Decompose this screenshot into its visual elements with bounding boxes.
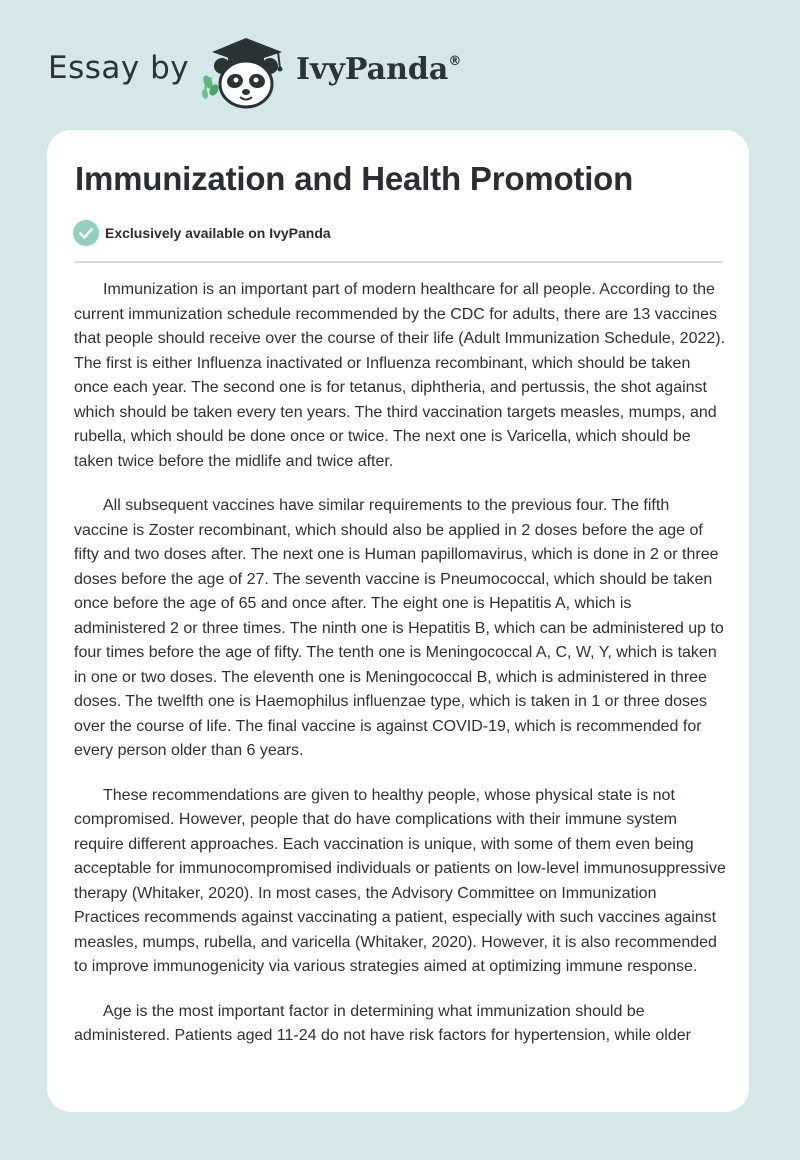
leaf-icon — [201, 74, 220, 99]
paragraph: Age is the most important factor in determining what immunization should be administered. Patients aged 11-24 do not have risk factors for hypertension, while older — [74, 1002, 691, 1044]
exclusive-badge-label: Exclusively available on IvyPanda — [105, 225, 331, 241]
essay-card — [47, 130, 749, 1112]
essay-body — [74, 278, 726, 1069]
ivypanda-logo-icon[interactable] — [198, 34, 294, 110]
site-header — [0, 0, 800, 130]
paragraph: Immunization is an important part of modern healthcare for all people. According to the current immunization schedule recommended by the CDC for adults, there are 13 vaccines that people should receive over the course of their life (Adult Immunization Schedule, 2022). The first is either Influenza inactivated or Influenza recombinant, which should be taken once each year. The second one is for tetanus, diphtheria, and pertussis, the shot against which should be taken every ten years. The third vaccination targets measles, mumps, and rubella, which should be done once or twice. The next one is Varicella, which should be taken twice before the midlife and twice after. — [74, 281, 726, 470]
essay-by-label: Essay by — [48, 50, 190, 86]
brand-text: IvyPanda — [296, 52, 449, 87]
checkmark-icon — [73, 220, 99, 246]
paragraph: These recommendations are given to healthy people, whose physical state is not compromised. However, people that do have complications with their immune system require different approaches. Each vaccination is unique, with some of them even being acceptable for immunocompromised individuals or patients on low-level immunosuppressive therapy (Whitaker, 2020). In most cases, the Advisory Committee on Immunization Practices recommends against vaccinating a patient, especially with such vaccines against measles, mumps, rubella, and varicella (Whitaker, 2020). However, it is also recommended to improve immunogenicity via various strategies aimed at optimizing immune response. — [74, 786, 726, 975]
registered-mark: ® — [448, 54, 462, 69]
paragraph: All subsequent vaccines have similar requirements to the previous four. The fifth vaccine is Zoster recombinant, which should also be applied in 2 doses before the age of fifty and two doses after. The next one is Human papillomavirus, which is done in 2 or three doses before the age of 27. The seventh vaccine is Pneumococcal, which should be taken once before the age of 65 and once after. The eight one is Hepatitis A, which is administered 2 or three times. The ninth one is Hepatitis B, which can be administered up to four times before the age of fifty. The tenth one is Meningococcal A, C, W, Y, which is taken in one or two doses. The eleventh one is Meningococcal B, which is administered in three doses. The twelfth one is Haemophilus influenzae type, which is taken in 1 or three doses over the course of life. The final vaccine is against COVID-19, which is recommended for every person older than 6 years. — [74, 497, 724, 759]
exclusive-badge — [73, 220, 331, 246]
ivypanda-brand-name[interactable] — [296, 52, 461, 87]
title-divider — [75, 261, 723, 263]
page-title: Immunization and Health Promotion — [75, 160, 634, 197]
